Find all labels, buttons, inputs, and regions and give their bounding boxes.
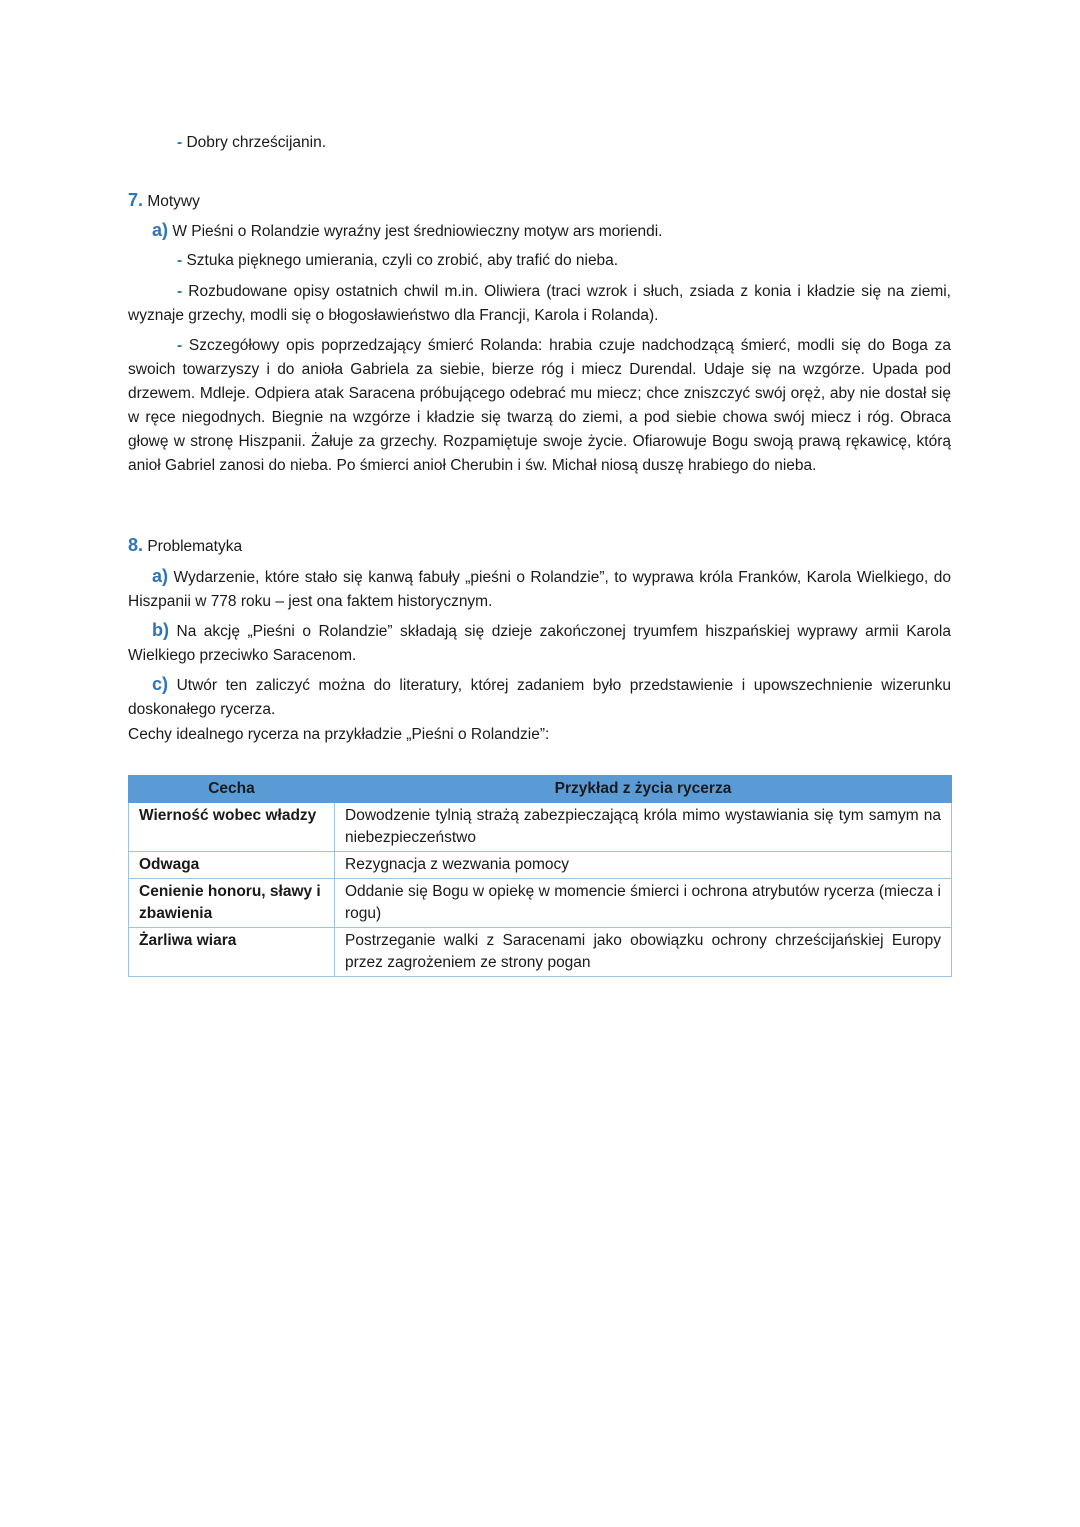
table-row bbox=[129, 928, 952, 977]
example-cell: Rezygnacja z wezwania pomocy bbox=[335, 852, 952, 879]
section-7-item-a bbox=[152, 218, 662, 244]
table-intro: Cechy idealnego rycerza na przykładzie „Pieśni o Rolandzie”: bbox=[128, 726, 550, 743]
item-text: Utwór ten zaliczyć można do literatury, której zadaniem było przedstawienie i upowszechnienie wizerunku doskonałego rycerza. bbox=[128, 677, 951, 718]
item-letter: a) bbox=[152, 220, 169, 240]
trait-cell: Odwaga bbox=[129, 852, 335, 879]
traits-table bbox=[128, 775, 952, 977]
section-number: 7. bbox=[128, 190, 144, 210]
item-letter: a) bbox=[152, 566, 169, 586]
section-title: Motywy bbox=[147, 193, 200, 210]
trait-cell: Cenienie honoru, sławy i zbawienia bbox=[129, 879, 335, 928]
table-row bbox=[129, 803, 952, 852]
trait-cell: Wierność wobec władzy bbox=[129, 803, 335, 852]
section-8-item-a bbox=[128, 564, 951, 614]
bullet-dash: - bbox=[177, 283, 189, 300]
item-letter: c) bbox=[152, 674, 169, 694]
bullet-dash: - bbox=[177, 134, 187, 151]
bullet-text: Dobry chrześcijanin. bbox=[186, 134, 327, 151]
motif-bullet bbox=[177, 249, 618, 273]
table-header-row bbox=[129, 776, 952, 803]
section-8-heading bbox=[128, 533, 242, 559]
table-header-cell: Przykład z życia rycerza bbox=[335, 776, 952, 803]
item-letter: b) bbox=[152, 620, 169, 640]
motif-bullet bbox=[128, 280, 951, 328]
bullet-text: Sztuka pięknego umierania, czyli co zrobić, aby trafić do nieba. bbox=[186, 252, 619, 269]
section-number: 8. bbox=[128, 535, 144, 555]
example-cell: Oddanie się Bogu w opiekę w momencie śmierci i ochrona atrybutów rycerza (miecza i rogu) bbox=[335, 879, 952, 928]
section-8-item-b bbox=[128, 618, 951, 668]
section-title: Problematyka bbox=[147, 538, 243, 555]
section-8-item-c bbox=[128, 672, 951, 722]
bullet-item bbox=[177, 131, 326, 155]
table-row bbox=[129, 852, 952, 879]
item-text: Wydarzenie, które stało się kanwą fabuły „pieśni o Rolandzie”, to wyprawa króla Franków, Karola Wielkiego, do Hiszpanii w 778 roku – jest ona faktem historycznym. bbox=[128, 569, 951, 610]
motif-bullet bbox=[128, 334, 951, 478]
example-cell: Postrzeganie walki z Saracenami jako obowiązku ochrony chrześcijańskiej Europy przez zagrożeniem ze strony pogan bbox=[335, 928, 952, 977]
table-header-cell: Cecha bbox=[129, 776, 335, 803]
bullet-text: Rozbudowane opisy ostatnich chwil m.in. Oliwiera (traci wzrok i słuch, zsiada z konia i kładzie się na ziemi, wyznaje grzechy, modli się o błogosławieństwo dla Francji, Karola i Rolanda). bbox=[128, 283, 951, 324]
bullet-dash: - bbox=[177, 252, 187, 269]
item-text: W Pieśni o Rolandzie wyraźny jest średniowieczny motyw ars moriendi. bbox=[172, 223, 663, 240]
table-row bbox=[129, 879, 952, 928]
bullet-text: Szczegółowy opis poprzedzający śmierć Rolanda: hrabia czuje nadchodzącą śmierć, modli się do Boga za swoich towarzyszy i do anioła Gabriela za siebie, bierze róg i miecz Durendal. Udaje się na wzgórze. Upada pod drzewem. Mdleje. Odpiera atak Saracena próbującego odebrać mu miecz; chce zniszczyć swój oręż, aby nie dostał się w ręce niegodnych. Biegnie na wzgórze i kładzie się twarzą do ziemi, a pod siebie chowa swój miecz i róg. Obraca głowę w stronę Hiszpanii. Żałuje za grzechy. Rozpamiętuje swoje życie. Ofiarowuje Bogu swoją prawą rękawicę, którą anioł Gabriel zanosi do nieba. Po śmierci anioł Cherubin i św. Michał niosą duszę hrabiego do nieba. bbox=[128, 337, 952, 474]
item-text: Na akcję „Pieśni o Rolandzie” składają się dzieje zakończonej tryumfem hiszpańskiej wyprawy armii Karola Wielkiego przeciwko Saracenom. bbox=[128, 623, 951, 664]
example-cell: Dowodzenie tylnią strażą zabezpieczającą króla mimo wystawiania się tym samym na niebezpieczeństwo bbox=[335, 803, 952, 852]
section-7-heading bbox=[128, 188, 200, 214]
trait-cell: Żarliwa wiara bbox=[129, 928, 335, 977]
bullet-dash: - bbox=[177, 337, 189, 354]
